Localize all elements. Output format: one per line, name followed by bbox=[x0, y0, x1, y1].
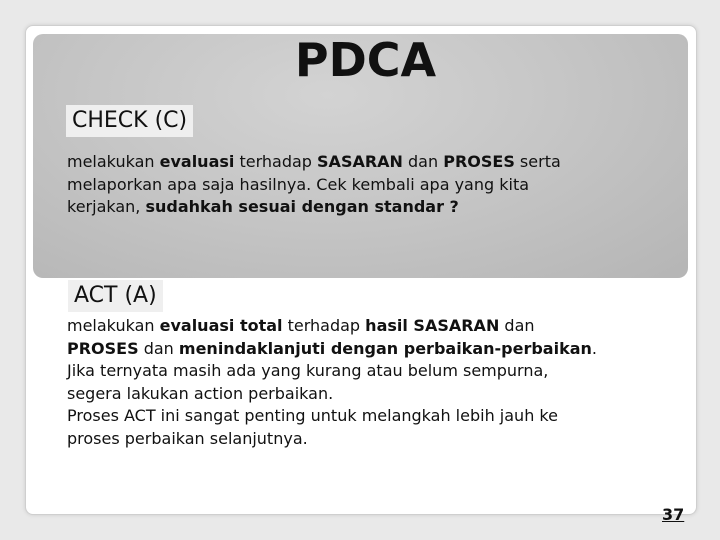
text-segment: proses perbaikan selanjutnya. bbox=[67, 428, 308, 448]
text-segment: . bbox=[591, 338, 597, 358]
text-segment: Jika ternyata masih ada yang kurang atau belum sempurna, bbox=[67, 361, 549, 380]
text-segment: melakukan bbox=[67, 316, 160, 335]
text-line bbox=[67, 174, 667, 197]
bold-text-segment: SASARAN bbox=[317, 152, 403, 171]
text-segment: dan bbox=[138, 338, 179, 358]
act-description bbox=[67, 315, 687, 450]
text-line bbox=[67, 338, 687, 361]
text-segment: Proses ACT ini sangat penting untuk melangkah lebih jauh ke bbox=[67, 406, 558, 425]
text-segment: melakukan bbox=[67, 152, 160, 171]
page-number: 37 bbox=[662, 505, 685, 524]
text-segment: serta bbox=[514, 152, 561, 171]
text-segment: melaporkan apa saja hasilnya. Cek kembali apa yang kita bbox=[67, 174, 530, 194]
text-segment: dan bbox=[499, 316, 535, 335]
text-line bbox=[67, 383, 687, 406]
text-line bbox=[67, 405, 687, 428]
act-label: ACT (A) bbox=[68, 280, 163, 312]
bold-text-segment: PROSES bbox=[67, 338, 139, 358]
bold-text-segment: menindaklanjuti dengan perbaikan-perbaikan bbox=[178, 338, 592, 358]
bold-text-segment: hasil SASARAN bbox=[365, 316, 500, 335]
text-segment: dan bbox=[402, 152, 444, 171]
slide-title: PDCA bbox=[294, 33, 437, 87]
check-description bbox=[67, 151, 667, 219]
text-segment: segera lakukan action perbaikan. bbox=[67, 383, 334, 403]
text-line bbox=[67, 360, 687, 383]
bold-text-segment: evaluasi bbox=[159, 152, 235, 171]
bold-text-segment: evaluasi total bbox=[159, 316, 283, 335]
text-segment: kerjakan, bbox=[67, 197, 146, 216]
text-line bbox=[67, 428, 687, 451]
bold-text-segment: sudahkah sesuai dengan standar ? bbox=[145, 197, 459, 216]
text-segment: terhadap bbox=[282, 316, 366, 335]
text-line bbox=[67, 315, 687, 338]
text-line bbox=[67, 151, 667, 174]
text-line bbox=[67, 196, 667, 219]
bold-text-segment: PROSES bbox=[443, 152, 515, 171]
text-segment: terhadap bbox=[234, 152, 318, 171]
check-label: CHECK (C) bbox=[66, 105, 193, 137]
